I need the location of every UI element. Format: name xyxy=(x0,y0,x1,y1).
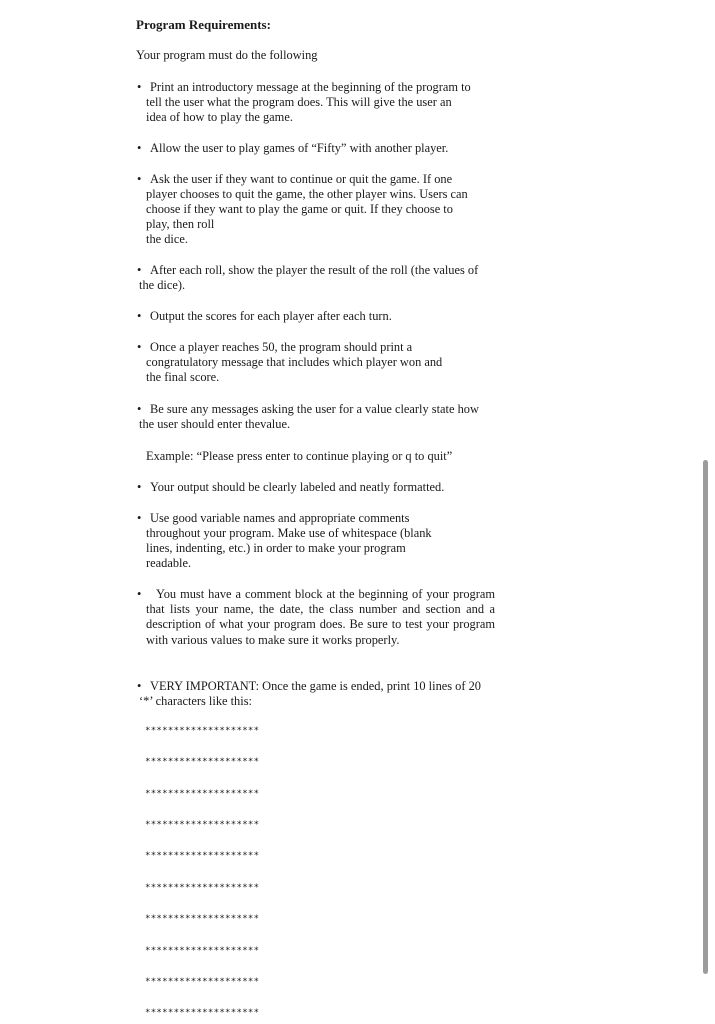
item-3-line-5: the dice. xyxy=(146,232,188,246)
item-11-line-1: VERY IMPORTANT: Once the game is ended, print 10 lines of 20 xyxy=(150,679,481,693)
item-9-line-3: lines, indenting, etc.) in order to make your program xyxy=(146,541,406,555)
item-2-line-1: Allow the user to play games of “Fifty” with another player. xyxy=(150,141,449,155)
bullet-dot: • xyxy=(137,480,142,494)
item-7-line-1: Be sure any messages asking the user for a value clearly state how xyxy=(150,402,479,416)
star-line: ******************** xyxy=(145,789,260,799)
item-4-line-1: After each roll, show the player the result of the roll (the values of xyxy=(150,263,479,277)
star-line: ******************** xyxy=(145,883,260,893)
bullet-dot: • xyxy=(137,340,142,354)
item-9-line-2: throughout your program. Make use of whitespace (blank xyxy=(146,526,432,540)
item-8-line-1: Your output should be clearly labeled and neatly formatted. xyxy=(150,480,445,494)
bullet-dot: • xyxy=(137,679,142,693)
star-line: ******************** xyxy=(145,977,260,987)
intro-text: Your program must do the following xyxy=(136,48,318,62)
star-line: ******************** xyxy=(145,757,260,767)
vertical-scrollbar[interactable] xyxy=(703,460,708,974)
item-5-line-1: Output the scores for each player after each turn. xyxy=(150,309,392,323)
bullet-dot: • xyxy=(137,511,142,525)
item-9-line-4: readable. xyxy=(146,556,192,570)
example-text: Example: “Please press enter to continue playing or q to quit” xyxy=(146,449,453,463)
item-11-line-2: ‘*’ characters like this: xyxy=(139,694,252,708)
item-6-line-3: the final score. xyxy=(146,370,220,384)
star-line: ******************** xyxy=(145,726,260,736)
star-line: ******************** xyxy=(145,914,260,924)
item-3-line-4: play, then roll xyxy=(146,217,215,231)
bullet-dot: • xyxy=(137,309,142,323)
bullet-dot: • xyxy=(137,402,142,416)
item-1-line-1: Print an introductory message at the beginning of the program to xyxy=(150,80,471,94)
item-10-text: You must have a comment block at the beginning of your program that lists your name, the date, the class number and section and a description of what your program does. Be sure to test your program with various values to make sure it works properly. xyxy=(146,587,495,647)
item-3-line-3: choose if they want to play the game or quit. If they choose to xyxy=(146,202,453,216)
item-1-line-3: idea of how to play the game. xyxy=(146,110,293,124)
bullet-dot: • xyxy=(137,80,142,94)
item-6-line-2: congratulatory message that includes which player won and xyxy=(146,355,443,369)
bullet-dot: • xyxy=(137,587,142,601)
item-6-line-1: Once a player reaches 50, the program should print a xyxy=(150,340,413,354)
page-title: Program Requirements: xyxy=(136,17,271,32)
item-3-line-1: Ask the user if they want to continue or quit the game. If one xyxy=(150,172,453,186)
star-line: ******************** xyxy=(145,820,260,830)
item-7-line-2: the user should enter thevalue. xyxy=(139,417,291,431)
star-line: ******************** xyxy=(145,946,260,956)
item-3-line-2: player chooses to quit the game, the other player wins. Users can xyxy=(146,187,468,201)
item-4-line-2: the dice). xyxy=(139,278,186,292)
star-line: ******************** xyxy=(145,851,260,861)
bullet-dot: • xyxy=(137,263,142,277)
bullet-dot: • xyxy=(137,172,142,186)
item-9-line-1: Use good variable names and appropriate comments xyxy=(150,511,410,525)
item-1-line-2: tell the user what the program does. This will give the user an xyxy=(146,95,452,109)
bullet-dot: • xyxy=(137,141,142,155)
star-line: ******************** xyxy=(145,1008,260,1018)
